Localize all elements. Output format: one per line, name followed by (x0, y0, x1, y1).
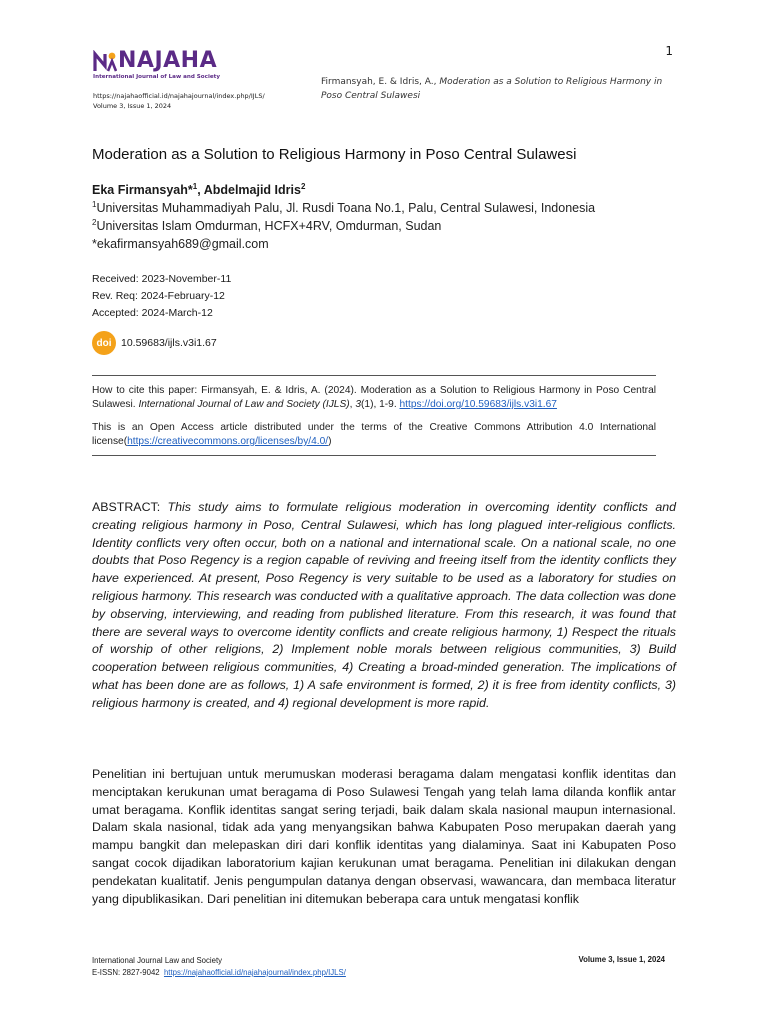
citation-box (92, 375, 656, 456)
citation-prefix: How to cite this paper: Firmansyah, E. & Idris, A. (2024). Moderation as a Solution to Religious Harmony in Poso Central Sulawesi. (92, 385, 656, 410)
license-paragraph (92, 421, 656, 449)
abstract-label: ABSTRACT: (92, 500, 168, 514)
author-list (92, 182, 305, 197)
logo-mark-icon (93, 50, 117, 72)
doi-value[interactable]: 10.59683/ijls.v3i1.67 (121, 337, 217, 349)
affiliation-1-text: Universitas Muhammadiyah Palu, Jl. Rusdi Toana No.1, Palu, Central Sulawesi, Indonesia (96, 201, 596, 216)
citation-paragraph (92, 384, 656, 412)
volume-line: Volume 3, Issue 1, 2024 (93, 102, 172, 110)
paper-title: Moderation as a Solution to Religious Harmony in Poso Central Sulawesi (92, 146, 577, 163)
date-received: Received: 2023-November-11 (92, 273, 232, 285)
license-close: ) (328, 436, 332, 447)
journal-logo (93, 50, 283, 80)
footer-eissn-row (92, 967, 346, 979)
citation-volume: 3 (355, 399, 362, 410)
running-head-authors: Firmansyah, E. & Idris, A., (321, 77, 440, 87)
license-link[interactable]: https://creativecommons.org/licenses/by/4.0/ (127, 436, 329, 447)
abstract-body: This study aims to formulate religious moderation in overcoming identity conflicts and creating religious harmony in Poso, Central Sulawesi, which has long plagued inter-religious conflicts. Identity conflicts very often occur, both on a national and international scale. On a national scale, no one doubts that Poso Regency is a region capable of reviving and freeing itself from the identity conflicts they have experienced. At present, Poso Regency is very suitable to be used as a laboratory for studies on religious harmony. This research was conducted with a qualitative approach. The data collection was done by observing, interviewing, and reading from published literature. From this research, it was found that there are several ways to overcome identity conflicts and create religious harmony, 1) Respect the rituals of worship of other religions, 2) Implement noble morals between religious communities, 3) Build cooperation between religious communities, 4) Creating a broad-minded generation. The implications of what has been done are as follows, 1) A safe environment is formed, 2) it is free from identity conflicts, 3) religious harmony is created, and 4) regional development is more rapid. (92, 500, 676, 710)
affiliation-2-sup: 2 (92, 218, 97, 227)
date-revised: Rev. Req: 2024-February-12 (92, 290, 225, 302)
author-1: Eka Firmansyah* (92, 183, 193, 198)
journal-url[interactable]: https://najahaofficial.id/najahajournal/index.php/IJLS/ (93, 92, 265, 100)
footer-info (92, 955, 346, 979)
citation-sep: , (349, 399, 356, 410)
date-accepted: Accepted: 2024-March-12 (92, 307, 213, 319)
footer-eissn: E-ISSN: 2827-9042 (92, 968, 160, 977)
journal-header-info (93, 91, 265, 111)
citation-doi-link[interactable]: https://doi.org/10.59683/ijls.v3i1.67 (399, 399, 557, 410)
affiliation-2 (92, 218, 441, 233)
author-2-sup: 2 (300, 182, 306, 191)
citation-journal: International Journal of Law and Society (IJLS) (138, 399, 350, 410)
abstract-indonesian: Penelitian ini bertujuan untuk merumuskan moderasi beragama dalam mengatasi konflik identitas dan menciptakan kerukunan umat beragama di Poso Sulawesi Tengah yang telah lama dilanda konflik antar umat beragama. Konflik identitas sangat sering terjadi, baik dalam skala nasional maupun internasional. Dalam skala nasional, tidak ada yang menyangsikan bahwa Kabupaten Poso merupakan daerah yang mampu bangkit dan melepaskan diri dari konflik identitas yang dialaminya. Saat ini Kabupaten Poso sangat cocok dijadikan laboratorium kajian kerukunan umat beragama. Penelitian ini dilakukan dengan pendekatan kualitatif. Jenis pengumpulan datanya dengan observasi, wawancara, dan membaca literatur yang dipublikasikan. Dari penelitian ini ditemukan beberapa cara untuk mengatasi konflik (92, 767, 676, 906)
page-number: 1 (665, 44, 673, 58)
author-2: Abdelmajid Idris (203, 183, 301, 198)
footer-url[interactable]: https://najahaofficial.id/najahajournal/index.php/IJLS/ (163, 968, 346, 977)
article-dates (92, 271, 231, 322)
doi-icon: doi (92, 331, 116, 355)
citation-issue-pages: (1), 1-9. (361, 399, 400, 410)
logo-wordmark: NAJAHA (118, 48, 218, 73)
affiliation-2-text: Universitas Islam Omdurman, HCFX+4RV, Omdurman, Sudan (96, 219, 442, 234)
doi-row (92, 331, 217, 355)
footer-volume: Volume 3, Issue 1, 2024 (578, 955, 665, 964)
abstract-english (92, 499, 676, 713)
author-1-sup: 1 (192, 182, 198, 191)
affiliation-1-sup: 1 (92, 200, 97, 209)
running-head (321, 75, 681, 103)
affiliation-1 (92, 200, 595, 215)
author-sep: , (197, 183, 204, 198)
footer-journal: International Journal Law and Society (92, 956, 223, 965)
license-text: This is an Open Access article distributed under the terms of the Creative Commons Attribution 4.0 International license( (92, 422, 656, 447)
corresponding-email[interactable]: *ekafirmansyah689@gmail.com (92, 237, 269, 251)
logo-subtitle: International Journal of Law and Society (93, 74, 220, 80)
running-head-title: Moderation as a Solution to Religious Harmony in Poso Central Sulawesi (321, 77, 663, 101)
